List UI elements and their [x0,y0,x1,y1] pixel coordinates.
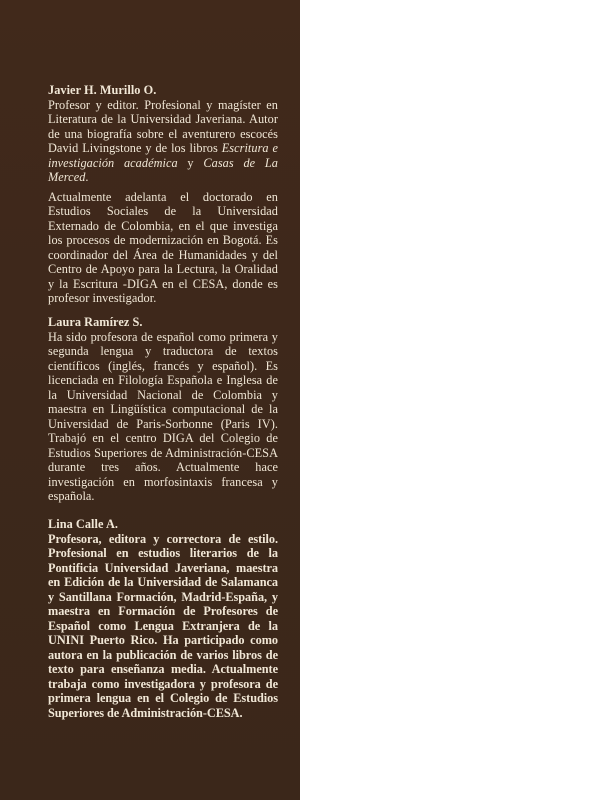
bio-text: . [85,170,89,184]
author-bio-paragraph: Profesora, editora y correctora de estilo. Profesional en estudios literarios de la Pontificia Universidad Javeriana, maestra en Edición de la Universidad de Salamanca y Santillana Formación, Madrid-España, y maestra en Formación de Profesores de Español como Lengua Extranjera de la UNINI Puerto Rico. Ha participado como autora en la publicación de varios libros de texto para enseñanza media. Actualmente trabaja como investigadora y profesora de primera lengua en el Colegio de Estudios Superiores de Administración-CESA. [48,531,278,720]
author-bio-paragraph: Actualmente adelanta el doctorado en Estudios Sociales de la Universidad Externado de Colombia, en el que investiga los procesos de modernización en Bogotá. Es coordinador del Área de Humanidades y del Centro de Apoyo para la Lectura, la Oralidad y la Escritura -DIGA en el CESA, donde es profesor investigador. [48,189,278,305]
book-title: Escritura e investigación académica [48,141,279,170]
author-name: Laura Ramírez S. [48,315,143,329]
author-bio-paragraph: Ha sido profesora de español como primera y segunda lengua y traductora de textos científicos (inglés, francés y español). Es licenciada en Filología Española e Inglesa de la Universidad Nacional de Colombia y maestra en Lingüística computacional de la Universidad de Paris-Sorbonne (Paris IV). Trabajó en el centro DIGA del Colegio de Estudios Superiores de Administración-CESA durante tres años. Actualmente hace investigación en morfosintaxis francesa y española. [48,329,278,503]
author-bio-laura [48,315,278,504]
book-title: Casas de La Merced [48,155,278,184]
bio-text: y [177,155,204,170]
author-bio-javier [48,83,278,306]
author-name: Lina Calle A. [48,517,118,531]
author-name: Javier H. Murillo O. [48,83,157,97]
bio-text: Profesor y editor. Profesional y magíster en Literatura de la Universidad Javeriana. Autor de una biografía sobre el aventurero escocés David Livingstone y de los libros [48,97,278,155]
author-bio-lina [48,517,278,720]
author-bio-paragraph [48,98,278,185]
